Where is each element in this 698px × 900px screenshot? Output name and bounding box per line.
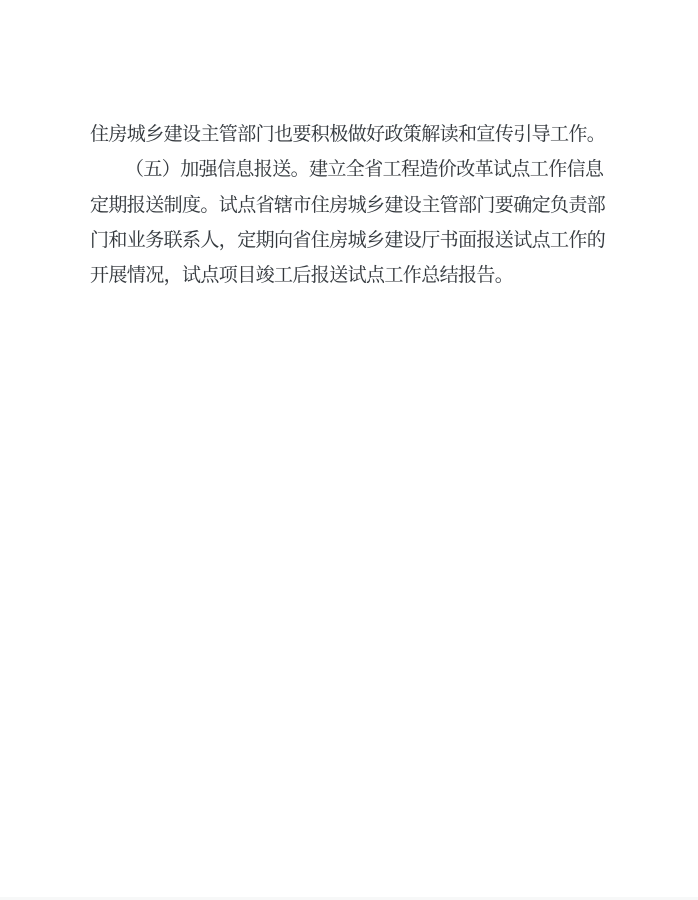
text-line-2-section-heading: （五）加强信息报送。建立全省工程造价改革试点工作信息: [125, 159, 604, 181]
text-line-3: 定期报送制度。试点省辖市住房城乡建设主管部门要确定负责部: [90, 194, 606, 216]
text-block: [90, 117, 610, 293]
text-line-5: 开展情况，试点项目竣工后报送试点工作总结报告。: [90, 265, 514, 287]
text-line-1: 住房城乡建设主管部门也要积极做好政策解读和宣传引导工作。: [90, 124, 606, 145]
text-line-4: 门和业务联系人，定期向省住房城乡建设厅书面报送试点工作的: [90, 229, 606, 251]
